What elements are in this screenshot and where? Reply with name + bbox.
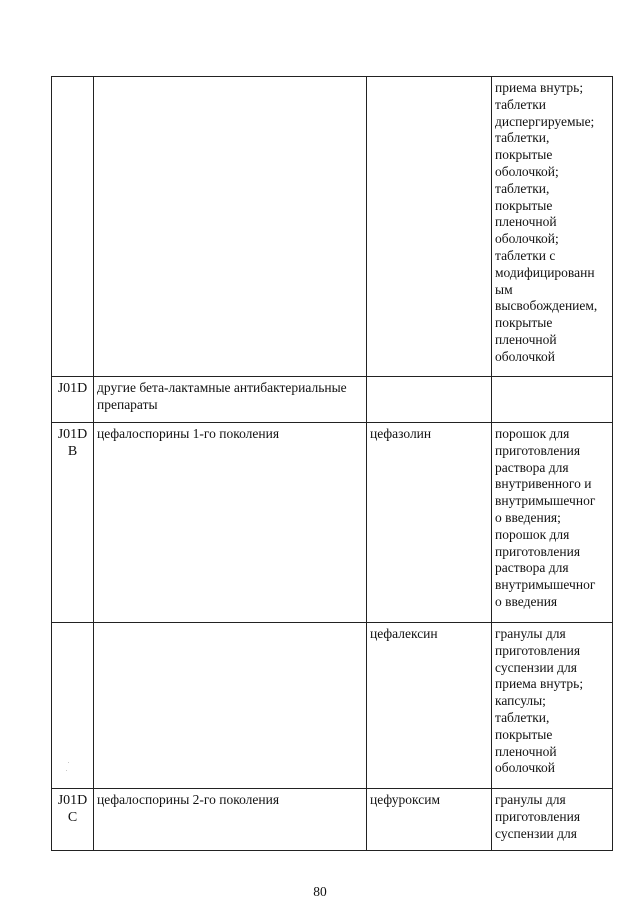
drug-name-cell: цефалексин <box>367 623 492 789</box>
drug-group-cell <box>94 77 367 377</box>
table-row <box>52 623 613 789</box>
dosage-forms-cell <box>492 377 613 423</box>
table-row <box>52 789 613 851</box>
drug-group-cell: цефалоспорины 2-го поколения <box>94 789 367 851</box>
table-row <box>52 77 613 377</box>
dosage-forms-cell: приема внутрь; таблетки диспергируемые; таблетки, покрытые оболочкой; таблетки, покрытые пленочной оболочкой; таблетки с модифицированн ым высвобождением, покрытые пленочной оболочкой <box>492 77 613 377</box>
dosage-forms-cell: гранулы для приготовления суспензии для <box>492 789 613 851</box>
atc-code-cell <box>52 623 94 789</box>
dosage-forms-cell: порошок для приготовления раствора для внутривенного и внутримышечног о введения; порошок для приготовления раствора для внутримышечног о введения <box>492 423 613 623</box>
drug-name-cell: цефазолин <box>367 423 492 623</box>
drug-group-cell <box>94 623 367 789</box>
atc-code-cell <box>52 77 94 377</box>
drug-name-cell <box>367 377 492 423</box>
drug-name-cell: цефуроксим <box>367 789 492 851</box>
atc-code-cell: J01D <box>52 377 94 423</box>
drug-name-cell <box>367 77 492 377</box>
drug-group-cell: другие бета-лактамные антибактериальные препараты <box>94 377 367 423</box>
drug-table <box>51 76 613 851</box>
page-number: 80 <box>313 884 327 899</box>
atc-code-cell: J01D C <box>52 789 94 851</box>
scan-speck <box>68 762 69 763</box>
scan-speck <box>66 770 67 771</box>
dosage-forms-cell: гранулы для приготовления суспензии для приема внутрь; капсулы; таблетки, покрытые пленочной оболочкой <box>492 623 613 789</box>
atc-code-cell: J01D B <box>52 423 94 623</box>
drug-group-cell: цефалоспорины 1-го поколения <box>94 423 367 623</box>
table-row <box>52 377 613 423</box>
table-row <box>52 423 613 623</box>
